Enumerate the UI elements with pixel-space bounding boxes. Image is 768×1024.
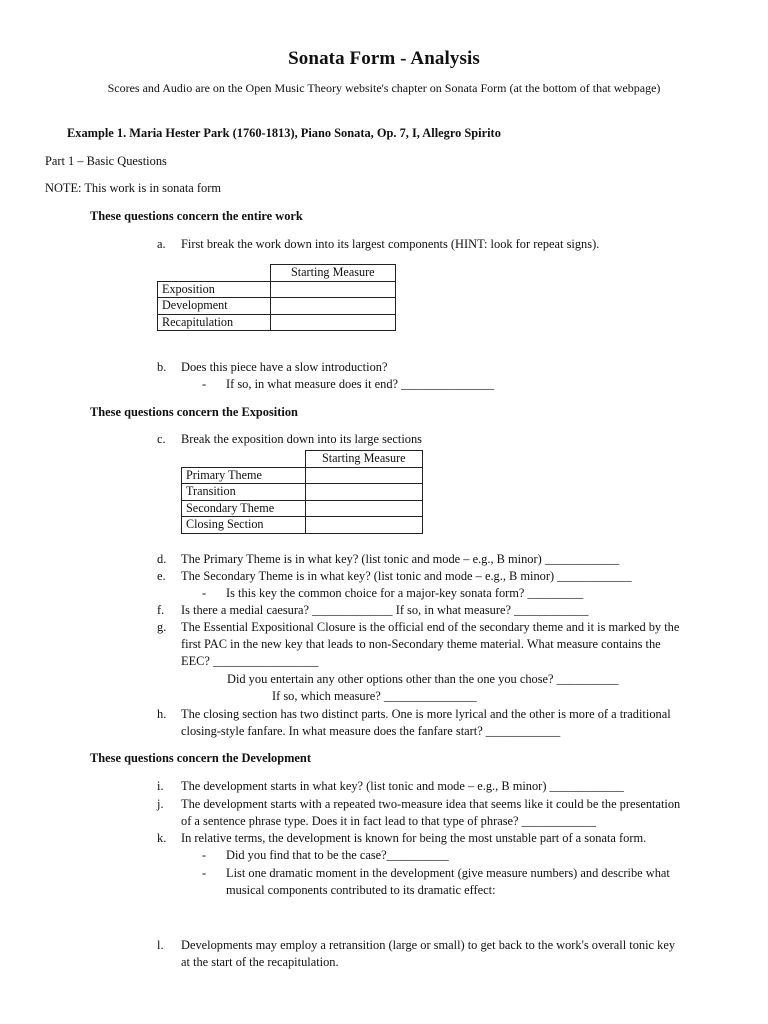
question-text: Break the exposition down into its large sections: [181, 432, 423, 446]
question-letter: g.: [157, 620, 167, 634]
sub-question-text: Is this key the common choice for a major-key sonata form? _________: [226, 586, 584, 600]
table-header-row: [158, 265, 396, 282]
question-letter: b.: [157, 360, 167, 374]
question-text: In relative terms, the development is known for being the most unstable part of a sonata form.: [181, 831, 647, 845]
question-text: Does this piece have a slow introduction?: [181, 360, 388, 374]
row-label: Secondary Theme: [182, 500, 306, 517]
exposition-table: [181, 450, 423, 534]
row-label: Exposition: [158, 281, 271, 298]
measure-input-cell[interactable]: [270, 314, 396, 331]
question-letter: d.: [157, 552, 167, 566]
part-label: Part 1 – Basic Questions: [45, 154, 167, 168]
question-letter: i.: [157, 779, 164, 793]
table-row: [182, 500, 423, 517]
components-table: [157, 264, 396, 331]
question-letter: l.: [157, 938, 164, 952]
question-letter: h.: [157, 707, 167, 721]
measure-input-cell[interactable]: [305, 517, 423, 534]
question-text-line1: Developments may employ a retransition (large or small) to get back to the work's overall tonic key: [181, 938, 676, 952]
question-g-extra2: If so, which measure? _______________: [272, 689, 477, 703]
table-row: [158, 281, 396, 298]
sub-question-text: If so, in what measure does it end? _______________: [226, 377, 495, 391]
question-text-line1: The closing section has two distinct parts. One is more lyrical and the other is more of a traditional: [181, 707, 671, 721]
row-label: Closing Section: [182, 517, 306, 534]
table-row: [182, 517, 423, 534]
question-text: First break the work down into its largest components (HINT: look for repeat signs).: [181, 237, 600, 251]
table-corner-cell: [182, 451, 306, 468]
question-letter: j.: [157, 797, 164, 811]
question-text: The Primary Theme is in what key? (list tonic and mode – e.g., B minor) ____________: [181, 552, 620, 566]
dash-bullet: -: [202, 586, 207, 600]
row-label: Transition: [182, 484, 306, 501]
question-text-line1: The Essential Expositional Closure is the official end of the secondary theme and it is marked by the: [181, 620, 680, 634]
question-text: The development starts in what key? (list tonic and mode – e.g., B minor) ____________: [181, 779, 624, 793]
question-l-line2: at the start of the recapitulation.: [181, 955, 339, 969]
table-row: [158, 298, 396, 315]
row-label: Primary Theme: [182, 467, 306, 484]
question-g-line3: EEC? _________________: [181, 654, 319, 668]
question-text-line1: The development starts with a repeated two-measure idea that seems like it could be the presentation: [181, 797, 681, 811]
page-title: Sonata Form - Analysis: [288, 48, 480, 69]
question-text: The Secondary Theme is in what key? (list tonic and mode – e.g., B minor) ____________: [181, 569, 632, 583]
question-k-sub2-line2: musical components contributed to its dramatic effect:: [226, 883, 496, 897]
row-label: Recapitulation: [158, 314, 271, 331]
dash-bullet: -: [202, 866, 207, 880]
question-letter: a.: [157, 237, 166, 251]
table-corner-cell: [158, 265, 271, 282]
page-subtitle: Scores and Audio are on the Open Music Theory website's chapter on Sonata Form (at the bottom of that webpage): [107, 81, 661, 95]
table-header-cell: Starting Measure: [270, 265, 396, 282]
sub-question-text-line1: List one dramatic moment in the development (give measure numbers) and describe what: [226, 866, 670, 880]
measure-input-cell[interactable]: [305, 500, 423, 517]
table-header-row: [182, 451, 423, 468]
measure-input-cell[interactable]: [305, 484, 423, 501]
question-j-line2: of a sentence phrase type. Does it in fact lead to that type of phrase? ____________: [181, 814, 596, 828]
measure-input-cell[interactable]: [305, 467, 423, 484]
section-heading-exposition: These questions concern the Exposition: [90, 405, 298, 419]
question-h-line2: closing-style fanfare. In what measure does the fanfare start? ____________: [181, 724, 561, 738]
section-heading-development: These questions concern the Development: [90, 751, 311, 765]
measure-input-cell[interactable]: [270, 298, 396, 315]
example-heading: Example 1. Maria Hester Park (1760-1813), Piano Sonata, Op. 7, I, Allegro Spirito: [67, 126, 501, 140]
table-row: [158, 314, 396, 331]
dash-bullet: -: [202, 377, 207, 391]
question-text: Is there a medial caesura? _____________ If so, in what measure? ____________: [181, 603, 589, 617]
question-letter: f.: [157, 603, 165, 617]
question-g-extra1: Did you entertain any other options other than the one you chose? __________: [227, 672, 619, 686]
sub-question-text: Did you find that to be the case?__________: [226, 848, 449, 862]
question-letter: e.: [157, 569, 166, 583]
table-row: [182, 467, 423, 484]
section-heading-entire-work: These questions concern the entire work: [90, 209, 303, 223]
table-header-cell: Starting Measure: [305, 451, 423, 468]
question-g-line2: first PAC in the new key that leads to non-Secondary theme material. What measure contains the: [181, 637, 661, 651]
question-letter: c.: [157, 432, 166, 446]
dash-bullet: -: [202, 848, 207, 862]
measure-input-cell[interactable]: [270, 281, 396, 298]
question-letter: k.: [157, 831, 167, 845]
table-row: [182, 484, 423, 501]
note-text: NOTE: This work is in sonata form: [45, 181, 221, 195]
row-label: Development: [158, 298, 271, 315]
